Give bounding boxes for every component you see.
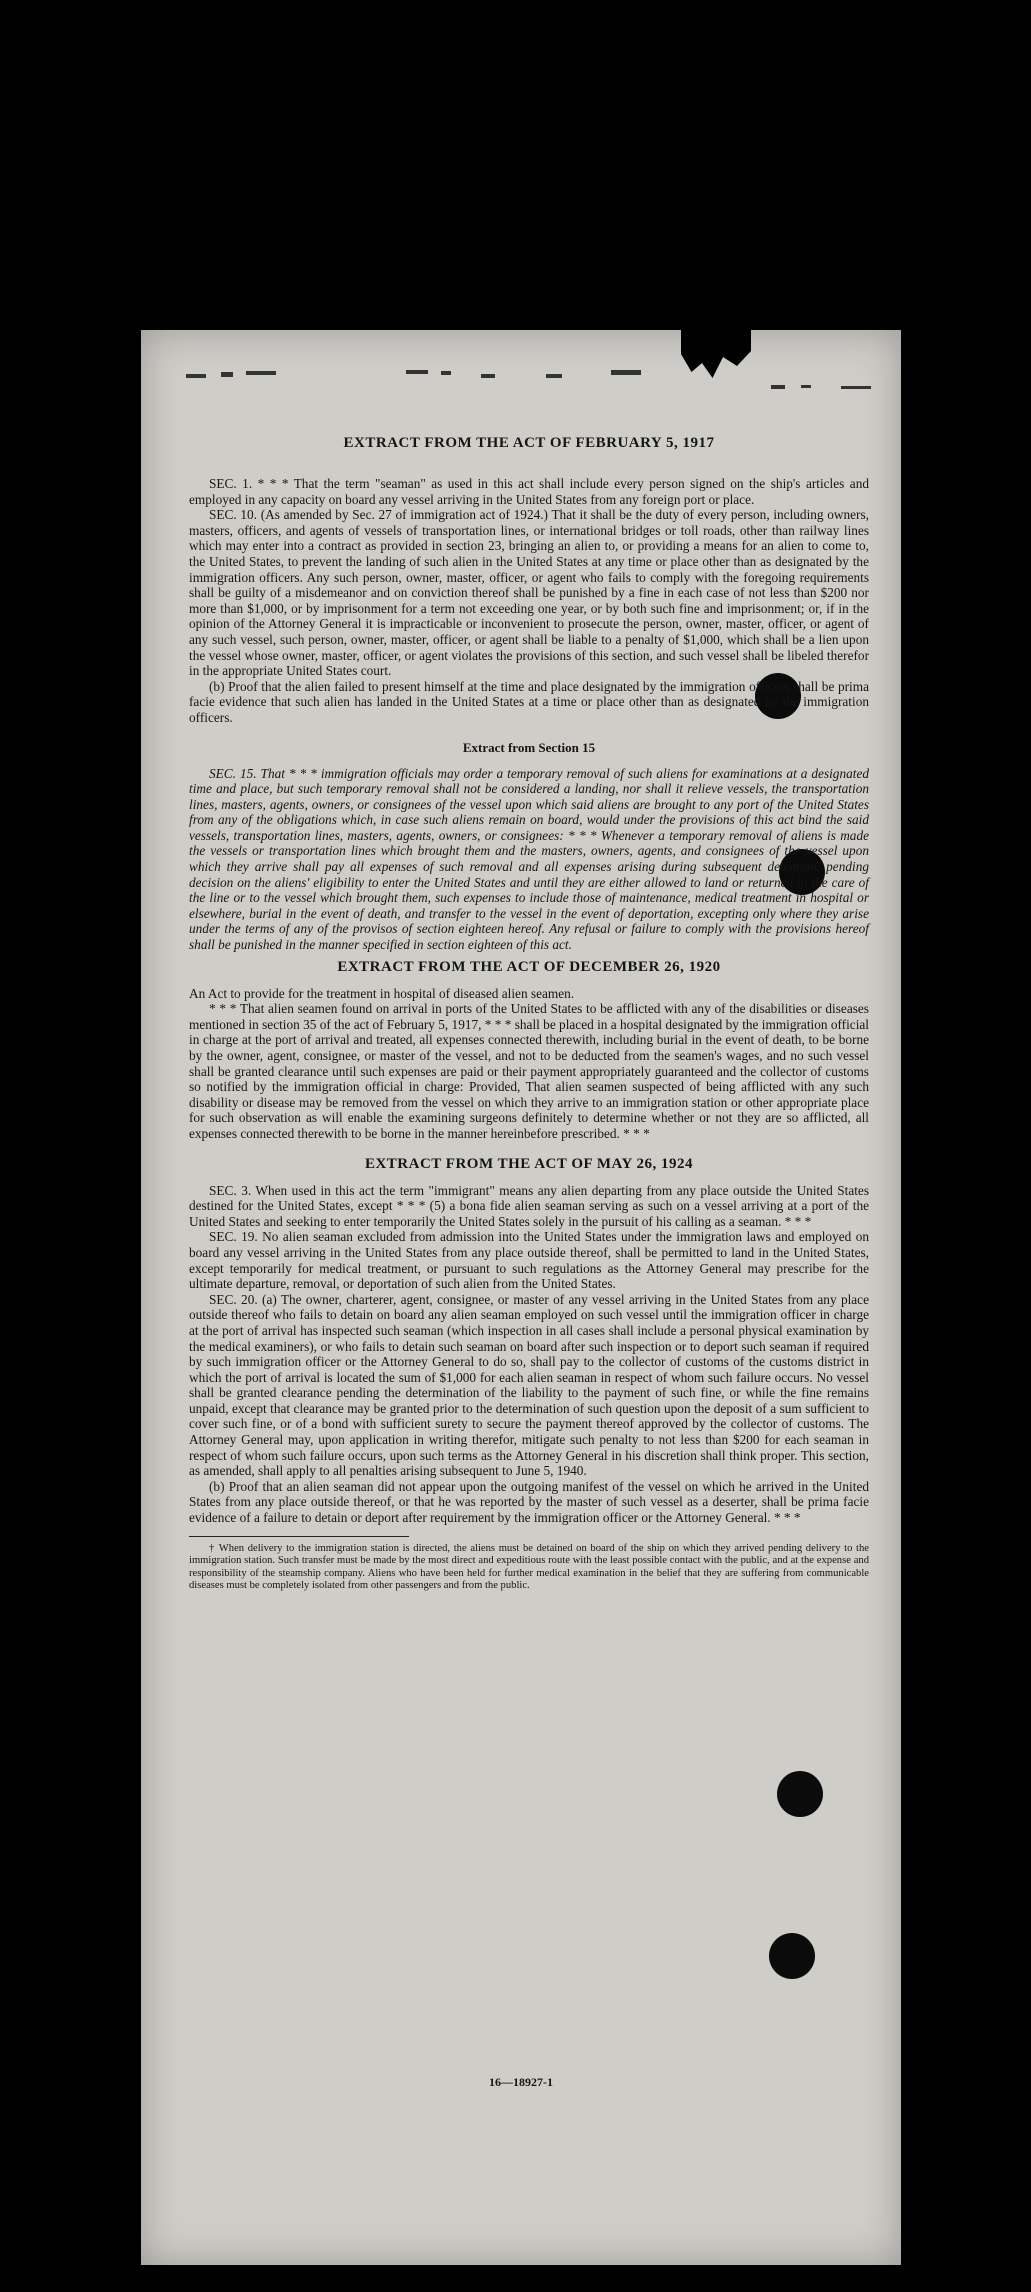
section-heading-1924: EXTRACT FROM THE ACT OF MAY 26, 1924 bbox=[364, 1155, 694, 1172]
paragraph-sec10b: (b) Proof that the alien failed to present himself at the time and place designated by the immigration officers shall be prima facie evidence that such alien has landed in the United States at a time or place other than as designated by the immigration officers. bbox=[189, 678, 869, 725]
form-number: 16—18927-1 bbox=[489, 2075, 553, 2089]
paragraph-sec20a: SEC. 20. (a) The owner, charterer, agent, consignee, or master of any vessel arriving in the United States from any place outside thereof who fails to detain on board any alien seaman employed on such vessel until the immigration officer in charge at the port of arrival has inspected such seaman (which inspection in all cases shall include a personal physical examination by the medical examiners), or who fails to detain such seaman on board after such inspection or to deport such seaman if required by such immigration officer or the Attorney General to do so, shall pay to the collector of customs of the customs district in which the port of arrival is located the sum of $1,000 for each alien seaman in respect of whom such failure occurs. No vessel shall be granted clearance pending the determination of the liability to the payment of such fine, or while the fine remains unpaid, except that clearance may be granted prior to the determination of such question upon the deposit of a sum sufficient to cover such fine, or of a bond with sufficient surety to secure the payment thereof approved by the collector of customs. The Attorney General may, upon application in writing therefor, mitigate such penalty to not less than $200 for each seaman in respect of whom such failure occurs, upon such terms as the Attorney General in his discretion shall think proper. This section, as amended, shall apply to all penalties arising subsequent to June 5, 1940. bbox=[189, 1291, 869, 1479]
section-heading-sec15: Extract from Section 15 bbox=[462, 739, 596, 755]
footnote bbox=[189, 1543, 869, 1593]
paragraph-sec10: SEC. 10. (As amended by Sec. 27 of immigration act of 1924.) That it shall be the duty of every person, including owners, masters, officers, and agents of vessels of transportation lines, or international bridges or toll roads, other than railway lines which may enter into a contract as provided in section 23, bringing an alien to, or providing a means for an alien to come to, the United States, to prevent the landing of such alien in the United States at any time or place other than as designated by the immigration officers. Any such person, owner, master, officer, or agent who fails to comply with the foregoing requirements shall be guilty of a misdemeanor and on conviction thereof shall be punished by a fine in each case of not less than $200 nor more than $1,000, or by imprisonment for a term not exceeding one year, or by both such fine and imprisonment; or, if in the opinion of the Attorney General it is impracticable or inconvenient to prosecute the person, owner, master, officer, or agent of any such vessel, such person, owner, master, officer, or agent shall be liable to a penalty of $1,000, which shall be a lien upon the vessel whose owner, master, officer, or agent violates the provisions of this section, and such vessel shall be libeled therefor in the appropriate United States court. bbox=[189, 507, 869, 679]
paragraph-1920-body: * * * That alien seamen found on arrival in ports of the United States to be afflicted with any of the disabilities or diseases mentioned in section 35 of the act of February 5, 1917, * * * shall be placed in a hospital designated by the immigration official in charge at the port of arrival and treated, all expenses connected therewith, including burial in the event of death, to be borne by the owner, agent, consignee, or master of the vessel, and not to be deducted from the seamen's wages, and no such vessel shall be granted clearance until such expenses are paid or their payment appropriately guaranteed and the collector of customs so notified by the immigration official in charge: Provided, That alien seamen suspected of being afflicted with any such disability or disease may be removed from the vessel on which they arrive to an immigration station or other appropriate place for such observation as will enable the examining surgeons definitely to determine whether or not they are so afflicted, all expenses connected therewith to be borne in the manner hereinbefore prescribed. * * * bbox=[189, 1001, 869, 1141]
paragraph-sec19: SEC. 19. No alien seaman excluded from admission into the United States under the immigration laws and employed on board any vessel arriving in the United States from any place outside thereof, shall be permitted to land in the United States, except temporarily for medical treatment, or pursuant to such regulations as the Attorney General may prescribe for the ultimate departure, removal, or deportation of such alien from the United States. bbox=[189, 1229, 869, 1292]
section-heading-1920: EXTRACT FROM THE ACT OF DECEMBER 26, 1920 bbox=[337, 958, 721, 975]
document-sheet bbox=[141, 330, 901, 2265]
top-edge-marks bbox=[141, 330, 901, 400]
footnote-rule bbox=[189, 1536, 409, 1537]
footnote-text: † When delivery to the immigration station is directed, the aliens must be detained on board of the ship on which they arrived pending delivery to the immigration station. Such transfer must be made by the most direct and expeditious route with the least possible contact with the public, and at the expense and responsibility of the steamship company. Aliens who have been held for further medical examination in the belief that they are suffering from communicable diseases must be completely isolated from other passengers and from the public. bbox=[189, 1542, 869, 1592]
document-body bbox=[189, 435, 869, 1593]
paragraph-sec3: SEC. 3. When used in this act the term "immigrant" means any alien departing from any place outside the United States destined for the United States, except * * * (5) a bona fide alien seaman serving as such on a vessel arriving at a port of the United States and seeking to enter temporarily the United States solely in the pursuit of his calling as a seaman. * * * bbox=[189, 1182, 869, 1229]
paragraph-sec1: SEC. 1. * * * That the term "seaman" as used in this act shall include every person signed on the ship's articles and employed in any capacity on board any vessel arriving in the United States from any foreign port or place. bbox=[189, 476, 869, 507]
paragraph-sec15: SEC. 15. That * * * immigration officials may order a temporary removal of such aliens for examinations at a designated time and place, but such temporary removal shall not be considered a landing, nor shall it relieve vessels, the transportation lines, masters, agents, owners, or consignees of the vessel upon which said aliens are brought to any port of the United States from any of the obligations which, in case such aliens remain on board, would under the provisions of this act bind the said vessels, transportation lines, masters, agents, owners, or consignees: * * * Whenever a temporary removal of aliens is made the vessels or transportation lines which brought them and the masters, owners, agents, and consignees of the vessel upon which they arrive shall pay all expenses of such removal and all expenses arising during subsequent detention, pending decision on the aliens' eligibility to enter the United States and until they are either allowed to land or returned to the care of the line or to the vessel which brought them, such expenses to include those of maintenance, medical treatment in hospital or elsewhere, burial in the event of death, and transfer to the vessel in the event of deportation, excepting only where they arise under the terms of any of the provisos of section eighteen hereof. Any refusal or failure to comply with the provisions hereof shall be punished in the manner specified in section eighteen of this act. bbox=[189, 765, 869, 953]
punch-hole-3 bbox=[777, 1771, 823, 1817]
torn-top-edge bbox=[141, 330, 901, 400]
paragraph-act-title: An Act to provide for the treatment in hospital of diseased alien seamen. bbox=[189, 985, 575, 1001]
paragraph-sec20b: (b) Proof that an alien seaman did not appear upon the outgoing manifest of the vessel on which he arrived in the United States from any place outside thereof, or that he was reported by the master of such vessel as a deserter, shall be prima facie evidence of a failure to detain or deport after requirement by the immigration officer or the Attorney General. * * * bbox=[189, 1478, 869, 1526]
punch-hole-4 bbox=[769, 1933, 815, 1979]
section-heading-1917: EXTRACT FROM THE ACT OF FEBRUARY 5, 1917 bbox=[343, 435, 715, 451]
